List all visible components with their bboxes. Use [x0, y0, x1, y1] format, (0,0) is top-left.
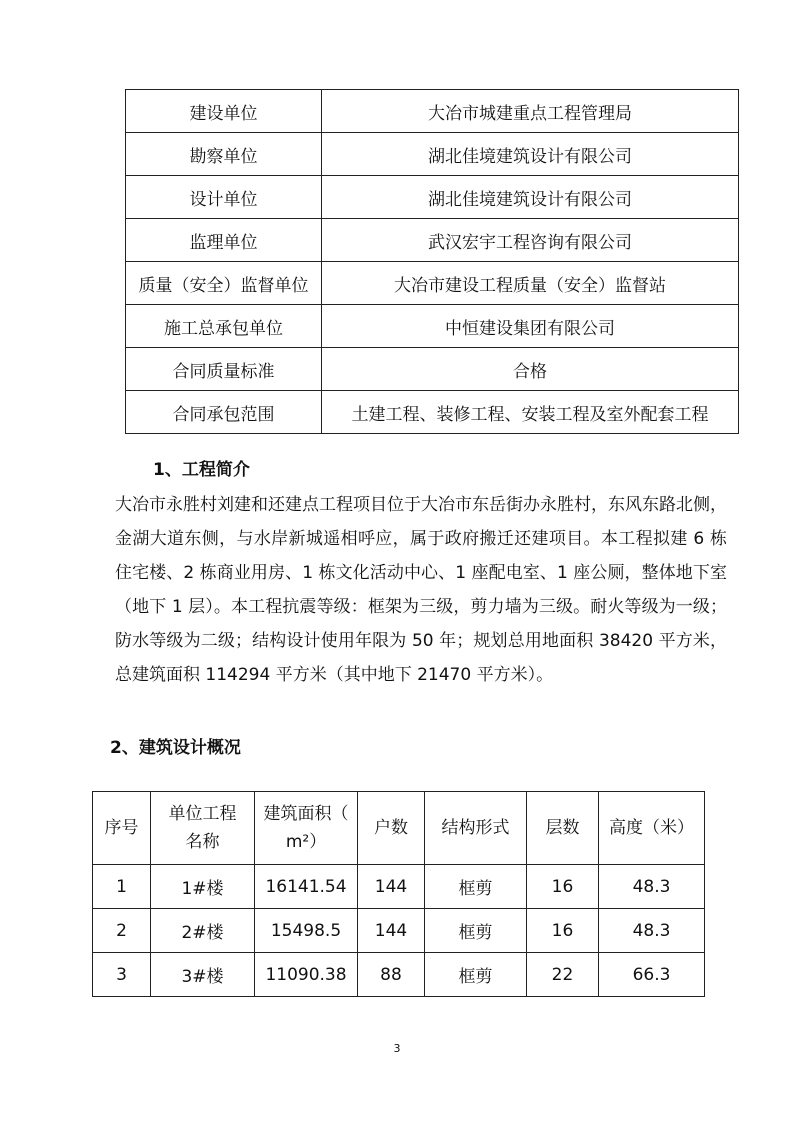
building-table-body: [93, 865, 705, 997]
section-heading-overview: 1、工程简介: [153, 460, 250, 480]
cell-area: 16141.54: [255, 865, 358, 909]
cell-structure: 框剪: [425, 865, 527, 909]
unit-role-cell: 建设单位: [126, 90, 322, 133]
cell-households: 144: [358, 909, 425, 953]
header-no: 序号: [93, 792, 151, 865]
unit-company-cell: 中恒建设集团有限公司: [322, 305, 739, 348]
header-area: [255, 792, 358, 865]
unit-company-cell: 大冶市建设工程质量（安全）监督站: [322, 262, 739, 305]
section-heading-architecture: 2、建筑设计概况: [110, 738, 241, 758]
header-unit-name: [151, 792, 255, 865]
project-units-table: [125, 89, 739, 434]
unit-company-cell: 湖北佳境建筑设计有限公司: [322, 176, 739, 219]
header-height: 高度（米）: [599, 792, 705, 865]
cell-households: 144: [358, 865, 425, 909]
cell-height: 66.3: [599, 953, 705, 997]
cell-area: 11090.38: [255, 953, 358, 997]
table-row: [126, 391, 739, 434]
units-table-body: [126, 90, 739, 434]
unit-role-cell: 质量（安全）监督单位: [126, 262, 322, 305]
header-area-line1: 建筑面积（: [263, 804, 349, 824]
building-design-table: [92, 791, 705, 997]
table-row: [126, 90, 739, 133]
cell-floors: 16: [527, 865, 599, 909]
unit-company-cell: 武汉宏宇工程咨询有限公司: [322, 219, 739, 262]
cell-structure: 框剪: [425, 953, 527, 997]
cell-floors: 22: [527, 953, 599, 997]
header-unit-line2: 名称: [185, 832, 220, 852]
table-row: [126, 176, 739, 219]
unit-company-cell: 合格: [322, 348, 739, 391]
header-households: 户数: [358, 792, 425, 865]
unit-role-cell: 设计单位: [126, 176, 322, 219]
unit-role-cell: 合同质量标准: [126, 348, 322, 391]
table-row: [126, 219, 739, 262]
cell-name: 1#楼: [151, 865, 255, 909]
cell-no: 2: [93, 909, 151, 953]
table-row: [93, 865, 705, 909]
cell-height: 48.3: [599, 865, 705, 909]
table-row: [126, 305, 739, 348]
header-unit-line1: 单位工程: [168, 804, 237, 824]
cell-households: 88: [358, 953, 425, 997]
unit-role-cell: 施工总承包单位: [126, 305, 322, 348]
unit-role-cell: 合同承包范围: [126, 391, 322, 434]
unit-role-cell: 勘察单位: [126, 133, 322, 176]
unit-role-cell: 监理单位: [126, 219, 322, 262]
cell-area: 15498.5: [255, 909, 358, 953]
unit-company-cell: 湖北佳境建筑设计有限公司: [322, 133, 739, 176]
overview-text: 大冶市永胜村刘建和还建点工程项目位于大冶市东岳街办永胜村，东风东路北侧，金湖大道东侧，与水岸新城遥相呼应，属于政府搬迁还建项目。本工程拟建 6 栋住宅楼、2 栋商业用房、1 栋文化活动中心、1 座配电室、1 座公厕，整体地下室（地下 1 层）。本工程抗震等级：框架为三级，剪力墙为三级。耐火等级为一级；防水等级为二级；结构设计使用年限为 50 年；规划总用地面积 38420 平方米，总建筑面积 114294 平方米（其中地下 21470 平方米）。: [115, 495, 727, 685]
table-header-row: [93, 792, 705, 865]
page-number: 3: [393, 1042, 401, 1055]
table-row: [126, 262, 739, 305]
table-row: [126, 348, 739, 391]
header-floors: 层数: [527, 792, 599, 865]
unit-company-cell: 土建工程、装修工程、安装工程及室外配套工程: [322, 391, 739, 434]
table-row: [126, 133, 739, 176]
cell-height: 48.3: [599, 909, 705, 953]
header-structure: 结构形式: [425, 792, 527, 865]
overview-paragraph: [115, 488, 727, 692]
table-row: [93, 953, 705, 997]
cell-floors: 16: [527, 909, 599, 953]
cell-structure: 框剪: [425, 909, 527, 953]
cell-no: 1: [93, 865, 151, 909]
cell-name: 3#楼: [151, 953, 255, 997]
cell-name: 2#楼: [151, 909, 255, 953]
header-area-line2: m²）: [285, 832, 327, 852]
cell-no: 3: [93, 953, 151, 997]
table-row: [93, 909, 705, 953]
unit-company-cell: 大冶市城建重点工程管理局: [322, 90, 739, 133]
